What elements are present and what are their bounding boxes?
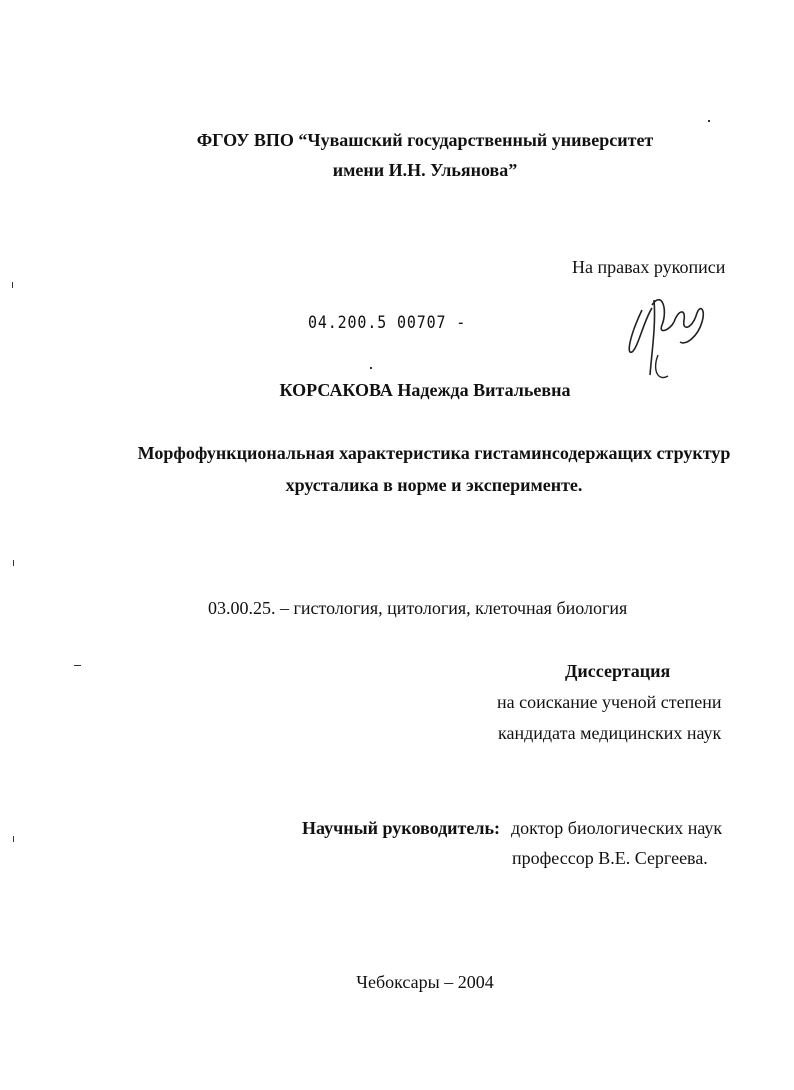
institution-name-line1: ФГОУ ВПО “Чувашский государственный университет: [196, 130, 654, 150]
city-year: Чебоксары – 2004: [356, 972, 494, 992]
registration-number: 04.200.5 00707 -: [308, 313, 467, 333]
scan-speck: [12, 282, 13, 288]
dissertation-label: Диссертация: [565, 661, 671, 681]
supervisor-degree: доктор биологических наук: [511, 818, 723, 838]
scan-speck: [74, 665, 81, 666]
scan-speck: [13, 560, 14, 566]
dissertation-title-line2: хрусталика в норме и эксперименте.: [285, 475, 583, 495]
scan-speck: [370, 367, 372, 369]
degree-line2: кандидата медицинских наук: [498, 723, 722, 743]
author-name: КОРСАКОВА Надежда Витальевна: [279, 380, 571, 400]
scan-speck: [13, 836, 14, 842]
dissertation-title-line1: Морфофункциональная характеристика гистаминсодержащих структур: [137, 443, 731, 463]
supervisor-name: профессор В.Е. Сергеева.: [512, 848, 708, 868]
signature-icon: [622, 280, 712, 385]
specialty-code: 03.00.25. – гистология, цитология, клеточная биология: [208, 598, 628, 618]
scan-speck: [708, 120, 710, 122]
institution-name-line2: имени И.Н. Ульянова”: [332, 160, 518, 180]
rights-note: На правах рукописи: [572, 257, 726, 277]
supervisor-label: Научный руководитель:: [302, 818, 500, 838]
degree-line1: на соискание ученой степени: [497, 692, 722, 712]
